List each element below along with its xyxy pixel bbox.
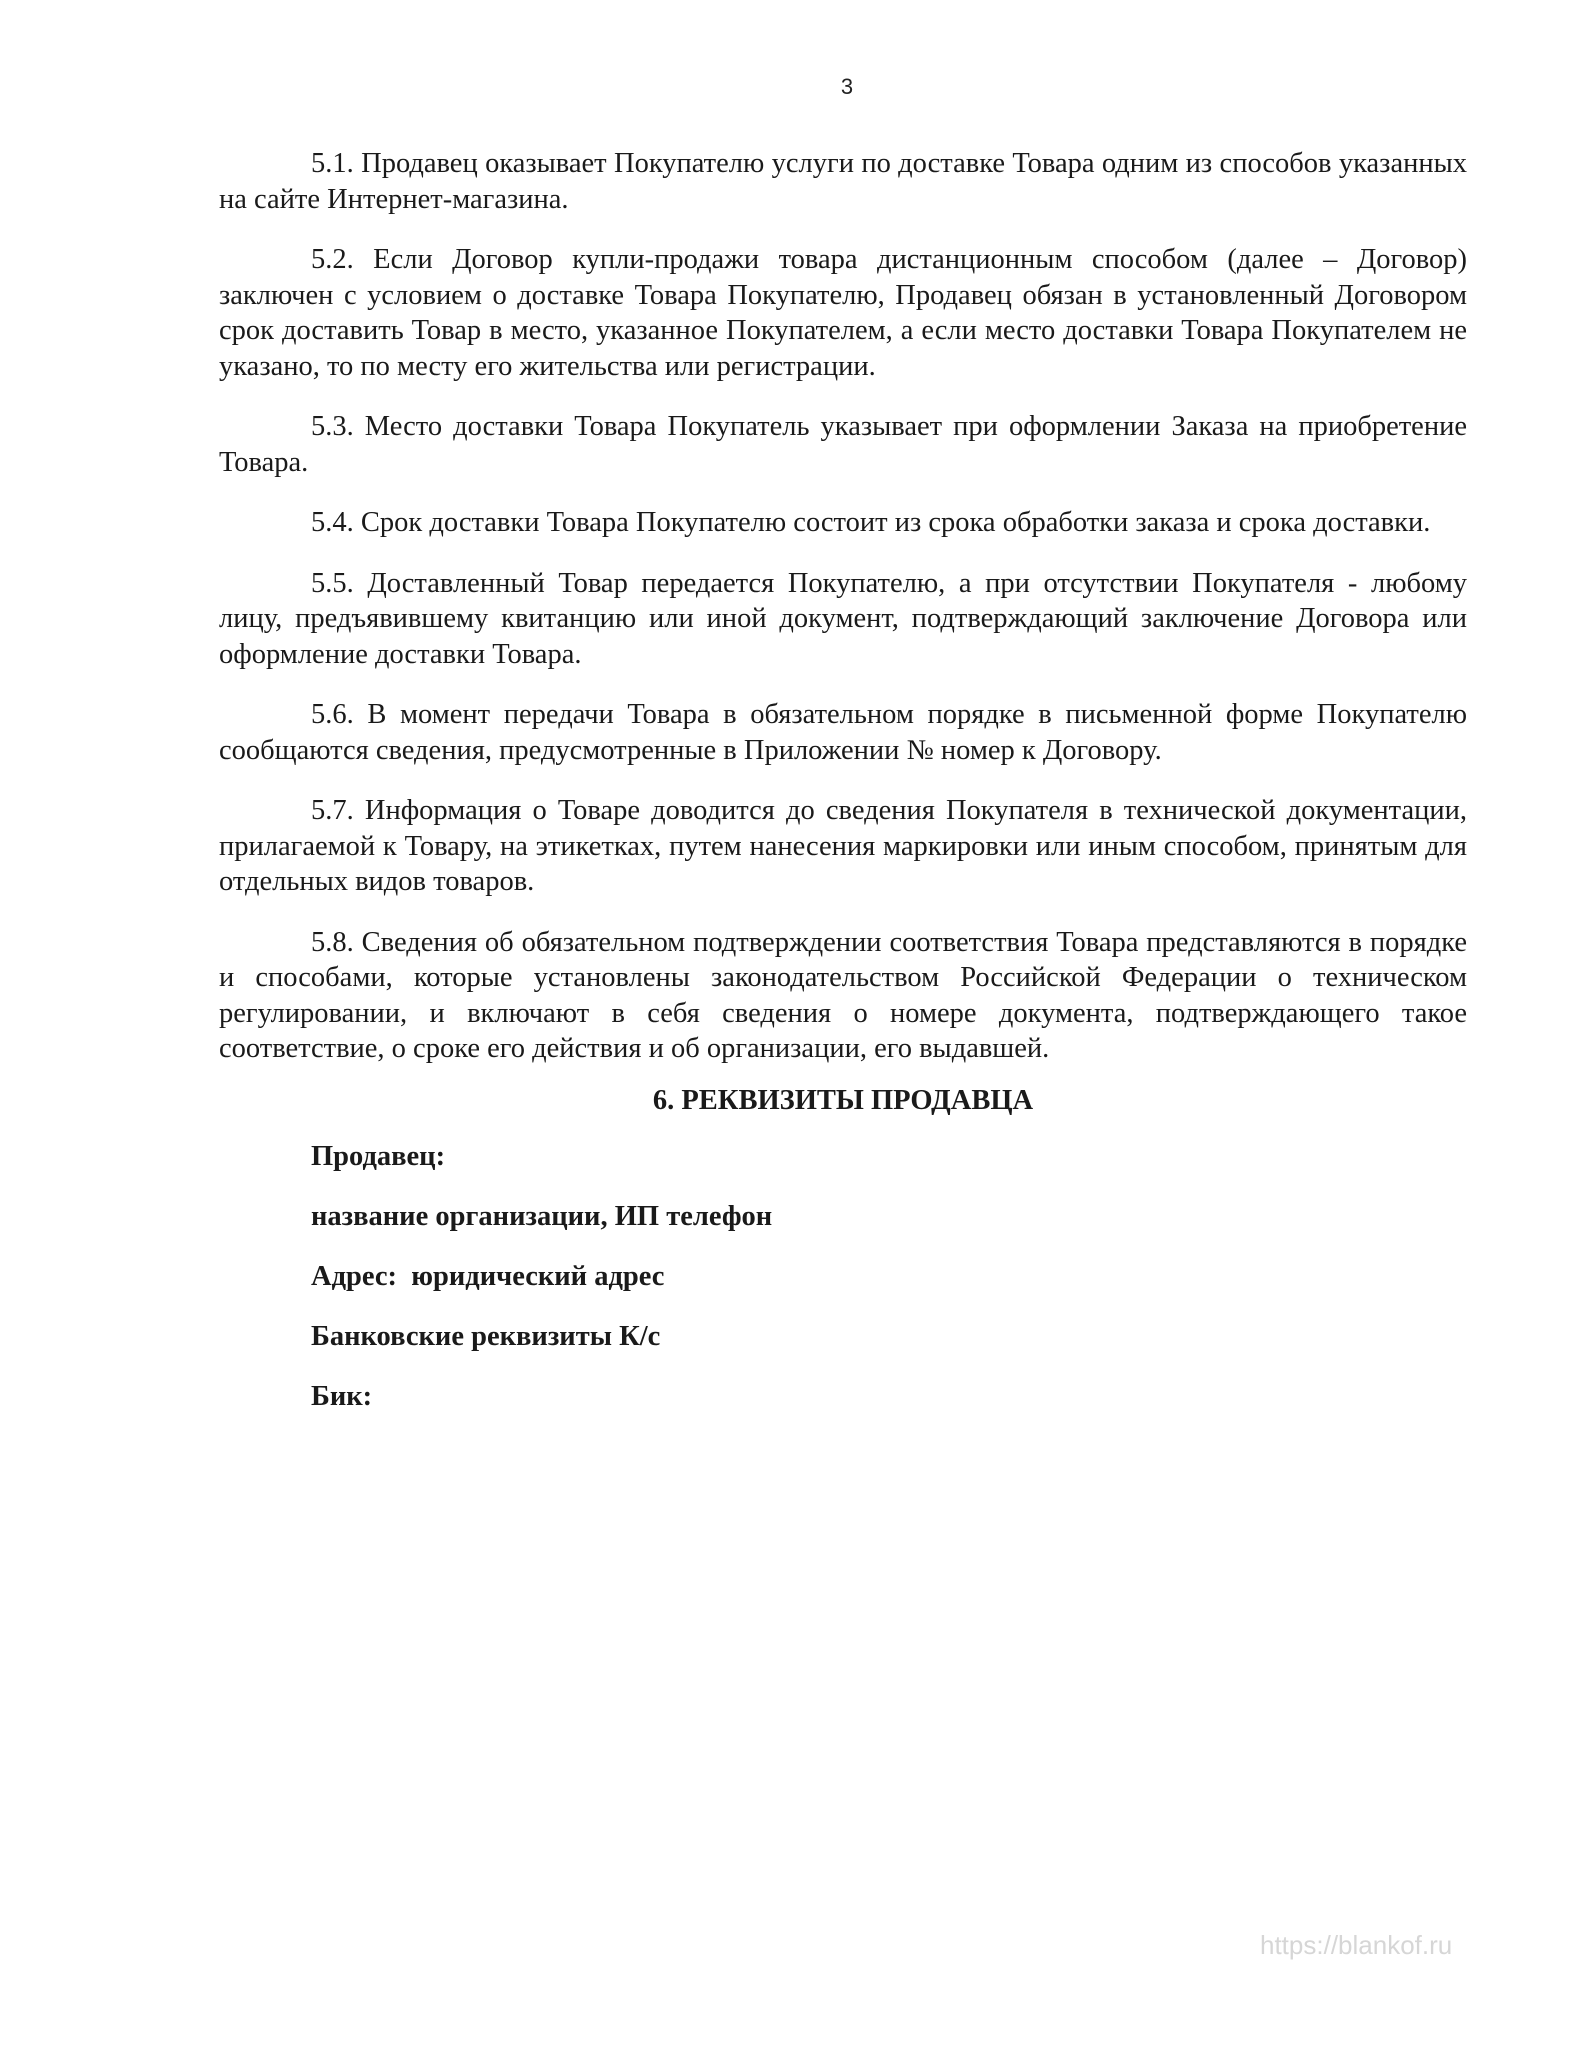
seller-address-text: Адрес: юридический адрес [311,1260,665,1292]
watermark-link[interactable]: https://blankof.ru [1260,1930,1453,1960]
clause-5-7: 5.7. Информация о Товаре доводится до сведения Покупателя в технической документации, прилагаемой к Товару, на этикетках, путем нанесения маркировки или иным способом, принятым для отдельных видов товаров. [219,795,1467,897]
document-body [219,146,1467,1439]
seller-organization-text: название организации, ИП телефон [311,1200,773,1232]
seller-address [311,1259,1467,1295]
seller-bik [311,1379,1467,1415]
page-number: 3 [840,74,854,99]
seller-label [311,1139,1467,1175]
clause-5-8: 5.8. Сведения об обязательном подтверждении соответствия Товара представляются в порядке и способами, которые установлены законодательством Российской Федерации о техническом регулировании, и включают в себя сведения о номере документа, подтверждающего такое соответствие, о сроке его действия и об организации, его выдавшей. [219,926,1467,1064]
clause-5-6: 5.6. В момент передачи Товара в обязательном порядке в письменной форме Покупателю сообщаются сведения, предусмотренные в Приложении № номер к Договору. [219,699,1467,766]
seller-label-text: Продавец: [311,1140,446,1172]
clause-5-1: 5.1. Продавец оказывает Покупателю услуги по доставке Товара одним из способов указанных на сайте Интернет-магазина. [219,148,1467,215]
seller-bank-details-text: Банковские реквизиты К/с [311,1320,661,1352]
clause-5-3: 5.3. Место доставки Товара Покупатель указывает при оформлении Заказа на приобретение Товара. [219,411,1467,478]
section-title-seller-requisites: 6. РЕКВИЗИТЫ ПРОДАВЦА [652,1084,1034,1116]
clause-5-5: 5.5. Доставленный Товар передается Покупателю, а при отсутствии Покупателя - любому лицу, предъявившему квитанцию или иной документ, подтверждающий заключение Договора или оформление доставки Товара. [219,567,1467,670]
clause-5-4: 5.4. Срок доставки Товара Покупателю состоит из срока обработки заказа и срока доставки. [311,507,1431,538]
clause-5-2: 5.2. Если Договор купли-продажи товара дистанционным способом (далее – Договор) заключен с условием о доставке Товара Покупателю, Продавец обязан в установленный Договором срок доставить Товар в место, указанное Покупателем, а если место доставки Товара Покупателем не указано, то по месту его жительства или регистрации. [219,244,1467,382]
seller-bik-text: Бик: [311,1380,373,1412]
seller-organization [311,1199,1467,1235]
seller-bank-details [311,1319,1467,1355]
